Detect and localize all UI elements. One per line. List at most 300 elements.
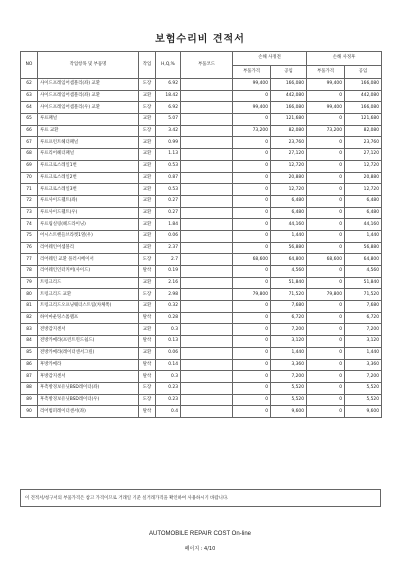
row-labor-before: 12,720 [271, 184, 307, 196]
row-code [181, 149, 233, 161]
row-no: 70 [21, 172, 38, 184]
row-code [181, 277, 233, 289]
row-no: 75 [21, 230, 38, 242]
row-code [181, 254, 233, 266]
table-row [21, 289, 382, 301]
row-labor-before: 51,840 [271, 277, 307, 289]
row-price-before: 0 [233, 336, 271, 348]
row-item: 루프크로스레일1번 [38, 160, 139, 172]
row-price-after: 0 [307, 149, 345, 161]
row-labor-before: 44,160 [271, 219, 307, 231]
row-no: 78 [21, 266, 38, 278]
table-row [21, 230, 382, 242]
row-labor-before: 1,440 [271, 230, 307, 242]
row-work: 도장 [139, 125, 156, 137]
footer-brand: AUTOMOBILE REPAIR COST On-line [148, 531, 252, 537]
row-work: 탈착 [139, 371, 156, 383]
row-work: 교환 [139, 277, 156, 289]
row-price-before: 0 [233, 359, 271, 371]
row-hq: 6.92 [156, 102, 181, 114]
row-price-before: 99,400 [233, 79, 271, 91]
row-code [181, 102, 233, 114]
row-price-after: 0 [307, 219, 345, 231]
row-labor-before: 56,880 [271, 242, 307, 254]
table-row [21, 371, 382, 383]
row-price-before: 0 [233, 230, 271, 242]
row-item: 트렁크리드 교환 [38, 289, 139, 301]
row-item: 후측방경보유닛BSD레이더(우) [38, 394, 139, 406]
row-code [181, 347, 233, 359]
table-row [21, 324, 382, 336]
row-labor-after: 7,200 [345, 324, 382, 336]
row-price-after: 0 [307, 90, 345, 102]
row-hq: 0.99 [156, 137, 181, 149]
row-work: 탈착 [139, 336, 156, 348]
row-hq: 0.23 [156, 394, 181, 406]
row-price-after: 0 [307, 266, 345, 278]
row-hq: 0.19 [156, 266, 181, 278]
row-hq: 0.3 [156, 371, 181, 383]
row-labor-after: 7,200 [345, 371, 382, 383]
row-labor-before: 64,800 [271, 254, 307, 266]
row-code [181, 160, 233, 172]
table-row [21, 312, 382, 324]
row-labor-after: 5,520 [345, 394, 382, 406]
row-hq: 18.42 [156, 90, 181, 102]
row-price-before: 0 [233, 172, 271, 184]
row-price-after: 0 [307, 137, 345, 149]
row-code [181, 90, 233, 102]
row-code [181, 137, 233, 149]
row-price-before: 0 [233, 160, 271, 172]
row-work: 교환 [139, 114, 156, 126]
row-no: 71 [21, 184, 38, 196]
row-labor-before: 166,080 [271, 102, 307, 114]
row-price-before: 0 [233, 242, 271, 254]
row-price-before: 0 [233, 277, 271, 289]
row-no: 86 [21, 359, 38, 371]
row-no: 77 [21, 254, 38, 266]
row-price-after: 0 [307, 230, 345, 242]
row-item: 루프사이드웰트(우) [38, 207, 139, 219]
row-labor-after: 166,080 [345, 79, 382, 91]
row-item: 전방카메라(레이더센서그릴) [38, 347, 139, 359]
row-work: 교환 [139, 90, 156, 102]
row-work: 교환 [139, 347, 156, 359]
row-work: 도장 [139, 79, 156, 91]
row-price-after: 0 [307, 406, 345, 418]
row-hq: 0.53 [156, 184, 181, 196]
row-hq: 0.53 [156, 160, 181, 172]
row-work: 교환 [139, 324, 156, 336]
table-row [21, 137, 382, 149]
row-price-before: 0 [233, 347, 271, 359]
row-labor-before: 3,120 [271, 336, 307, 348]
row-labor-after: 1,440 [345, 230, 382, 242]
col-item: 작업항목 및 부품명 [38, 52, 139, 79]
col-code: 부품코드 [181, 52, 233, 79]
row-hq: 0.13 [156, 336, 181, 348]
row-price-after: 0 [307, 114, 345, 126]
row-price-after: 99,400 [307, 102, 345, 114]
row-hq: 0.23 [156, 382, 181, 394]
row-work: 교환 [139, 195, 156, 207]
row-labor-after: 82,080 [345, 125, 382, 137]
row-work: 탈착 [139, 406, 156, 418]
row-item: 트렁크리드 [38, 277, 139, 289]
row-labor-before: 6,480 [271, 207, 307, 219]
row-work: 도장 [139, 394, 156, 406]
table-row [21, 359, 382, 371]
row-no: 62 [21, 79, 38, 91]
row-labor-before: 71,520 [271, 289, 307, 301]
row-hq: 0.3 [156, 324, 181, 336]
row-price-before: 0 [233, 406, 271, 418]
row-labor-before: 5,520 [271, 394, 307, 406]
table-row [21, 242, 382, 254]
row-code [181, 371, 233, 383]
row-price-after: 0 [307, 312, 345, 324]
row-price-after: 0 [307, 324, 345, 336]
page-title: 보험수리비 견적서 [155, 34, 245, 45]
table-row [21, 195, 382, 207]
row-no: 79 [21, 277, 38, 289]
row-price-before: 68,600 [233, 254, 271, 266]
row-item: 전방카메라(프런트윈드쉴드) [38, 336, 139, 348]
row-labor-after: 166,080 [345, 102, 382, 114]
row-labor-before: 3,360 [271, 359, 307, 371]
row-work: 교환 [139, 184, 156, 196]
row-price-after: 99,400 [307, 79, 345, 91]
row-labor-before: 166,080 [271, 79, 307, 91]
row-price-after: 73,200 [307, 125, 345, 137]
row-price-after: 0 [307, 207, 345, 219]
row-labor-before: 12,720 [271, 160, 307, 172]
table-row [21, 266, 382, 278]
row-price-before: 0 [233, 382, 271, 394]
row-labor-before: 82,080 [271, 125, 307, 137]
row-labor-after: 44,160 [345, 219, 382, 231]
row-labor-before: 20,880 [271, 172, 307, 184]
col-labor-before: 공임 [271, 65, 307, 79]
table-row [21, 90, 382, 102]
row-price-before: 0 [233, 324, 271, 336]
row-price-before: 0 [233, 184, 271, 196]
table-row [21, 382, 382, 394]
row-code [181, 359, 233, 371]
group-after: 손해 사정후 [307, 52, 382, 66]
row-no: 76 [21, 242, 38, 254]
row-hq: 1.13 [156, 149, 181, 161]
row-work: 탈착 [139, 359, 156, 371]
estimate-table [20, 51, 382, 418]
row-code [181, 230, 233, 242]
row-work: 교환 [139, 207, 156, 219]
row-no: 81 [21, 301, 38, 313]
row-labor-before: 7,200 [271, 324, 307, 336]
row-price-after: 0 [307, 359, 345, 371]
row-no: 64 [21, 102, 38, 114]
row-code [181, 79, 233, 91]
row-item: 루프리어헤더패널 [38, 149, 139, 161]
col-work: 작업 [139, 52, 156, 79]
row-item: 트렁크리드오프닝웨더스트립(차체쪽) [38, 301, 139, 313]
row-item: 루프 교환 [38, 125, 139, 137]
row-hq: 5.07 [156, 114, 181, 126]
row-item: 하이마운팅스톱램프 [38, 312, 139, 324]
row-labor-after: 6,720 [345, 312, 382, 324]
row-no: 73 [21, 207, 38, 219]
table-row [21, 207, 382, 219]
row-no: 63 [21, 90, 38, 102]
row-no: 83 [21, 324, 38, 336]
row-no: 68 [21, 149, 38, 161]
row-item: 전방감지센서 [38, 324, 139, 336]
row-labor-before: 6,480 [271, 195, 307, 207]
row-code [181, 207, 233, 219]
row-no: 74 [21, 219, 38, 231]
row-item: 루프사이드웰트(좌) [38, 195, 139, 207]
row-hq: 0.14 [156, 359, 181, 371]
row-code [181, 394, 233, 406]
row-price-before: 0 [233, 90, 271, 102]
row-work: 교환 [139, 301, 156, 313]
row-labor-after: 6,480 [345, 207, 382, 219]
row-labor-after: 56,880 [345, 242, 382, 254]
row-no: 90 [21, 406, 38, 418]
row-labor-before: 442,080 [271, 90, 307, 102]
row-price-after: 0 [307, 336, 345, 348]
row-work: 도장 [139, 289, 156, 301]
row-hq: 0.87 [156, 172, 181, 184]
table-row [21, 301, 382, 313]
row-price-before: 79,800 [233, 289, 271, 301]
row-hq: 0.28 [156, 312, 181, 324]
row-price-after: 0 [307, 347, 345, 359]
row-work: 교환 [139, 172, 156, 184]
row-item: 어시스트핸들브라켓1열(우) [38, 230, 139, 242]
row-labor-after: 12,720 [345, 160, 382, 172]
col-no: NO [21, 52, 38, 79]
row-labor-before: 27,120 [271, 149, 307, 161]
group-before: 손해 사정전 [233, 52, 307, 66]
row-code [181, 266, 233, 278]
row-hq: 6.92 [156, 79, 181, 91]
row-labor-after: 64,800 [345, 254, 382, 266]
row-item: 사이드프레임어셈블리(좌) 교환 [38, 79, 139, 91]
row-work: 교환 [139, 230, 156, 242]
row-work: 탈착 [139, 266, 156, 278]
row-item: 리어웨인어셈블리 [38, 242, 139, 254]
table-row [21, 114, 382, 126]
row-item: 사이드프레임어셈블리(우) 교환 [38, 102, 139, 114]
row-no: 85 [21, 347, 38, 359]
row-no: 66 [21, 125, 38, 137]
row-price-before: 0 [233, 312, 271, 324]
row-hq: 0.32 [156, 301, 181, 313]
row-labor-after: 1,440 [345, 347, 382, 359]
row-code [181, 125, 233, 137]
row-price-before: 0 [233, 394, 271, 406]
row-no: 82 [21, 312, 38, 324]
row-no: 87 [21, 371, 38, 383]
row-price-before: 0 [233, 266, 271, 278]
row-code [181, 289, 233, 301]
row-hq: 3.42 [156, 125, 181, 137]
row-hq: 2.16 [156, 277, 181, 289]
row-price-after: 68,600 [307, 254, 345, 266]
table-row [21, 125, 382, 137]
row-no: 67 [21, 137, 38, 149]
table-row [21, 406, 382, 418]
row-no: 84 [21, 336, 38, 348]
table-row [21, 160, 382, 172]
row-no: 69 [21, 160, 38, 172]
row-hq: 0.27 [156, 195, 181, 207]
row-item: 후방카메라 [38, 359, 139, 371]
row-price-after: 0 [307, 277, 345, 289]
row-price-after: 0 [307, 242, 345, 254]
row-labor-before: 121,680 [271, 114, 307, 126]
row-no: 80 [21, 289, 38, 301]
row-hq: 2.37 [156, 242, 181, 254]
table-row [21, 149, 382, 161]
row-labor-after: 71,520 [345, 289, 382, 301]
row-no: 89 [21, 394, 38, 406]
row-hq: 0.06 [156, 230, 181, 242]
table-row [21, 172, 382, 184]
row-work: 도장 [139, 382, 156, 394]
row-labor-before: 9,600 [271, 406, 307, 418]
row-item: 리어웨인인터커버(사이드) [38, 266, 139, 278]
row-labor-after: 442,080 [345, 90, 382, 102]
row-price-after: 0 [307, 301, 345, 313]
row-price-after: 0 [307, 160, 345, 172]
row-labor-after: 5,520 [345, 382, 382, 394]
row-labor-after: 27,120 [345, 149, 382, 161]
row-code [181, 382, 233, 394]
row-price-before: 0 [233, 207, 271, 219]
row-item: 후측방경보유닛BSD레이더(좌) [38, 382, 139, 394]
row-code [181, 336, 233, 348]
row-price-after: 0 [307, 172, 345, 184]
row-price-before: 0 [233, 371, 271, 383]
row-price-after: 0 [307, 195, 345, 207]
row-work: 도장 [139, 102, 156, 114]
row-work: 교환 [139, 160, 156, 172]
table-row [21, 336, 382, 348]
row-labor-before: 5,520 [271, 382, 307, 394]
row-item: 루프프런트헤더패널 [38, 137, 139, 149]
table-row [21, 277, 382, 289]
row-labor-before: 6,720 [271, 312, 307, 324]
row-price-before: 0 [233, 219, 271, 231]
row-hq: 0.27 [156, 207, 181, 219]
row-labor-before: 4,560 [271, 266, 307, 278]
row-hq: 2.7 [156, 254, 181, 266]
page-number: 페이지 : 4/10 [184, 546, 216, 552]
row-hq: 2.98 [156, 289, 181, 301]
row-hq: 0.06 [156, 347, 181, 359]
row-price-after: 0 [307, 394, 345, 406]
col-price-before: 부품가격 [233, 65, 271, 79]
row-hq: 1.84 [156, 219, 181, 231]
row-price-before: 99,400 [233, 102, 271, 114]
table-row [21, 254, 382, 266]
row-code [181, 312, 233, 324]
row-labor-before: 1,440 [271, 347, 307, 359]
table-row [21, 79, 382, 91]
row-hq: 0.4 [156, 406, 181, 418]
row-item: 후방감지센서 [38, 371, 139, 383]
row-no: 65 [21, 114, 38, 126]
row-no: 88 [21, 382, 38, 394]
row-labor-after: 6,480 [345, 195, 382, 207]
row-code [181, 301, 233, 313]
row-price-before: 0 [233, 195, 271, 207]
row-labor-after: 3,360 [345, 359, 382, 371]
row-code [181, 184, 233, 196]
col-labor-after: 공임 [345, 65, 382, 79]
row-work: 교환 [139, 137, 156, 149]
price-notice: 이 견적서/청구서의 부품가격은 참고 가격이므로 거래일 기준 실거래가격을 확인하여 사용하시기 바랍니다. [20, 489, 381, 507]
row-code [181, 324, 233, 336]
row-code [181, 172, 233, 184]
row-work: 교환 [139, 149, 156, 161]
table-row [21, 394, 382, 406]
row-work: 탈착 [139, 312, 156, 324]
row-price-before: 0 [233, 149, 271, 161]
row-item: 리어범퍼레이더센서(좌) [38, 406, 139, 418]
row-work: 도장 [139, 254, 156, 266]
estimate-rows [21, 79, 382, 418]
table-row [21, 184, 382, 196]
row-labor-after: 51,840 [345, 277, 382, 289]
row-labor-after: 3,120 [345, 336, 382, 348]
row-labor-after: 9,600 [345, 406, 382, 418]
row-no: 72 [21, 195, 38, 207]
row-code [181, 406, 233, 418]
row-labor-before: 7,200 [271, 371, 307, 383]
row-code [181, 219, 233, 231]
row-item: 사이드프레임어셈블리(좌) 교환 [38, 90, 139, 102]
col-price-after: 부품가격 [307, 65, 345, 79]
row-labor-after: 20,880 [345, 172, 382, 184]
row-price-before: 0 [233, 301, 271, 313]
row-price-after: 0 [307, 371, 345, 383]
row-price-after: 0 [307, 184, 345, 196]
row-labor-after: 12,720 [345, 184, 382, 196]
row-item: 루프림실링(헤드라이닝) [38, 219, 139, 231]
table-row [21, 102, 382, 114]
row-code [181, 195, 233, 207]
row-labor-after: 121,680 [345, 114, 382, 126]
row-code [181, 114, 233, 126]
row-price-before: 0 [233, 114, 271, 126]
row-labor-after: 4,560 [345, 266, 382, 278]
table-row [21, 219, 382, 231]
row-labor-before: 23,760 [271, 137, 307, 149]
row-code [181, 242, 233, 254]
row-work: 교환 [139, 242, 156, 254]
row-labor-after: 23,760 [345, 137, 382, 149]
row-price-before: 73,200 [233, 125, 271, 137]
row-price-after: 0 [307, 382, 345, 394]
row-item: 루프크로스레일3번 [38, 184, 139, 196]
col-hq: H,Q,% [156, 52, 181, 79]
row-price-after: 79,800 [307, 289, 345, 301]
row-work: 교환 [139, 219, 156, 231]
